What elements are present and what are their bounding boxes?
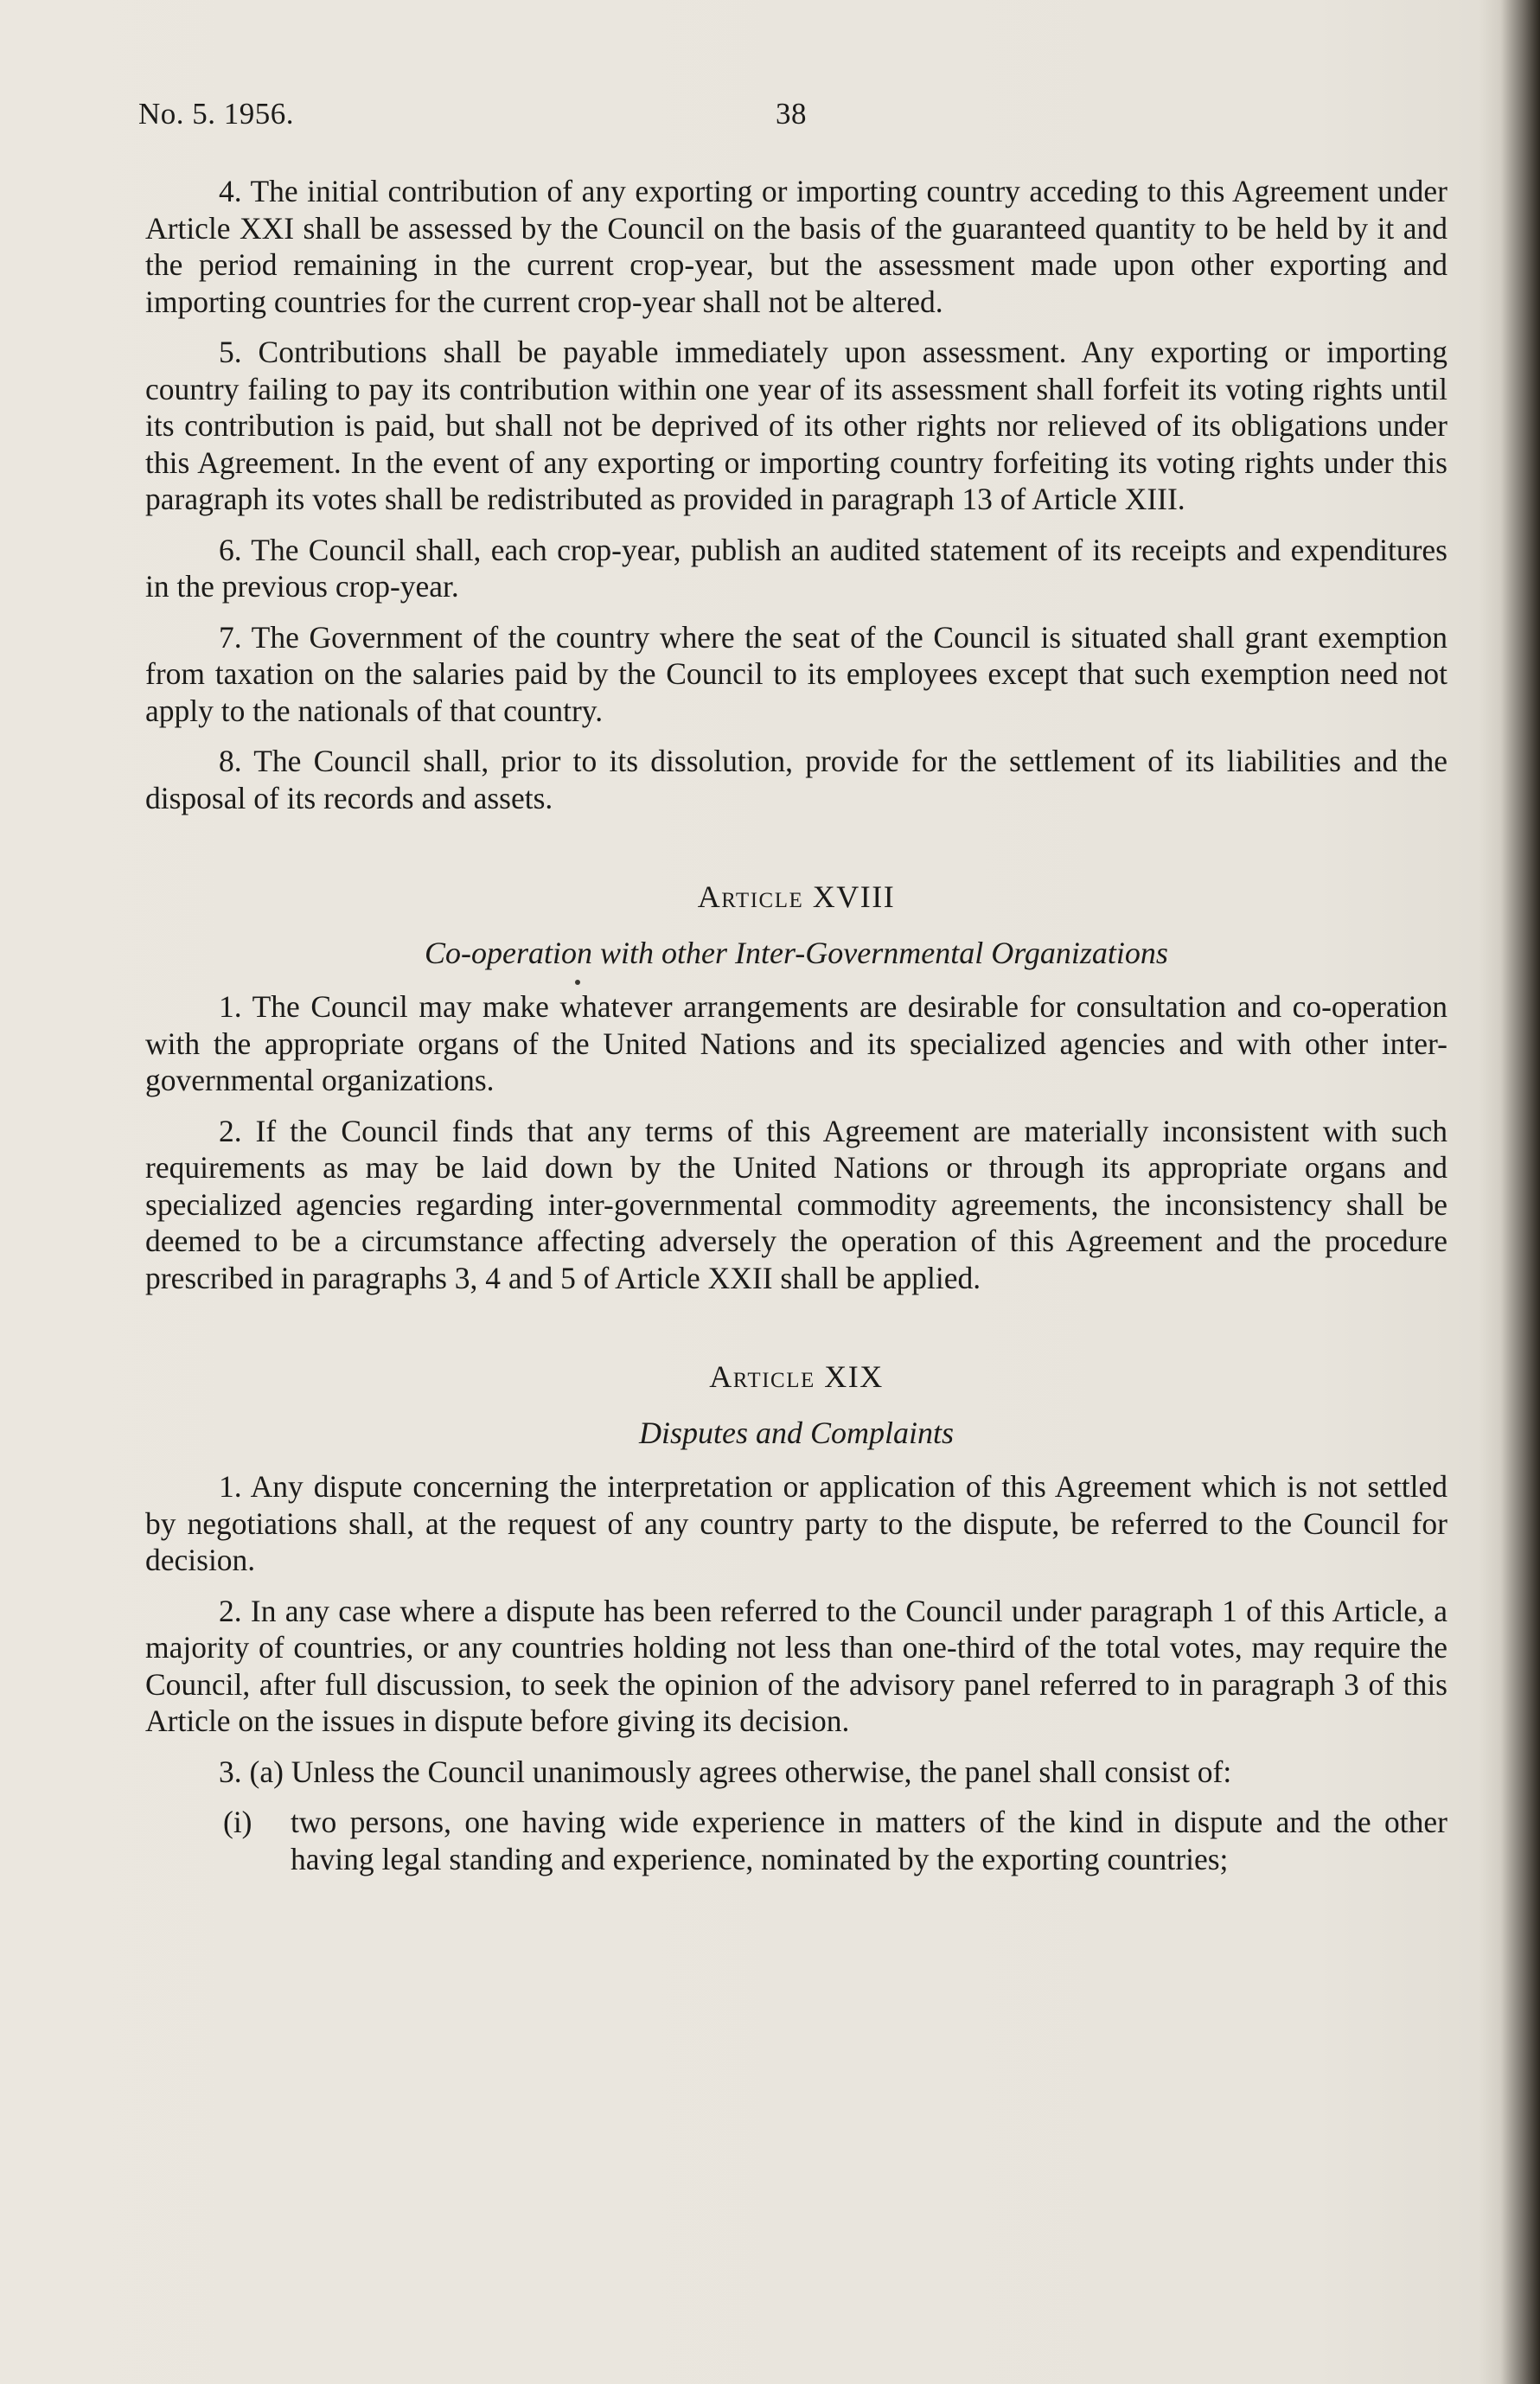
article-19-paragraph-1: 1. Any dispute concerning the interpretation or application of this Agreement which is not settled by negotiations shall, at the request of any country party to the dispute, be referred to the Council for decision. [145,1469,1447,1577]
paragraph-6: 6. The Council shall, each crop-year, publish an audited statement of its receipts and expenditures in the previous crop-year. [145,532,1447,604]
paragraph-7: 7. The Government of the country where the seat of the Council is situated shall grant exemption from taxation on the salaries paid by the Council to its employees except that such exemption need not apply to the nationals of that country. [145,619,1447,728]
article-19-title: Article XIX [709,1359,884,1394]
article-18-subtitle: Co-operation with other Inter-Governmental Organizations [425,935,1168,970]
article-18-paragraph-1: 1. The Council may make whatever arrangements are desirable for consultation and co-operation with the appropriate organs of the United Nations and its specialized agencies and with other inter-governmental organizations. [145,989,1447,1097]
article-19-paragraph-3: 3. (a) Unless the Council unanimously agrees otherwise, the panel shall consist of: [219,1754,1232,1789]
subitem-text: two persons, one having wide experience in matters of the kind in dispute and the other having legal standing and experience, nominated by the exporting countries; [291,1805,1447,1876]
article-18-title: Article XVIII [697,879,896,914]
page-body [145,173,1447,1891]
binding-edge [1479,0,1540,2384]
paragraph-4: 4. The initial contribution of any exporting or importing country acceding to this Agreement under Article XXI shall be assessed by the Council on the basis of the guaranteed quantity to be held by it and the period remaining in the current crop-year, but the assessment made upon other exporting and importing countries for the current crop-year shall not be altered. [145,174,1447,319]
page-header [138,97,1470,140]
subitem-marker: (i) [223,1805,252,1839]
article-18-paragraph-2: 2. If the Council finds that any terms of this Agreement are materially inconsistent with such requirements as may be laid down by the United Nations or through its appropriate organs and specialized agencies regarding inter-governmental commodity agreements, the inconsistency shall be deemed to be a circumstance affecting adversely the operation of this Agreement and the procedure prescribed in paragraphs 3, 4 and 5 of Article XXII shall be applied. [145,1113,1447,1295]
page-number: 38 [776,97,807,131]
paragraph-5: 5. Contributions shall be payable immediately upon assessment. Any exporting or importing country failing to pay its contribution within one year of its assessment shall forfeit its voting rights until its contribution is paid, but shall not be deprived of its other rights nor relieved of its obligations under this Agreement. In the event of any exporting or importing country forfeiting its voting rights under this paragraph its votes shall be redistributed as provided in paragraph 13 of Article XIII. [145,335,1447,516]
paragraph-8: 8. The Council shall, prior to its dissolution, provide for the settlement of its liabilities and the disposal of its records and assets. [145,744,1447,815]
article-19-paragraph-2: 2. In any case where a dispute has been referred to the Council under paragraph 1 of this Article, a majority of countries, or any countries holding not less than one-third of the total votes, may require the Council, after full discussion, to seek the opinion of the advisory panel referred to in paragraph 3 of this Article on the issues in dispute before giving its decision. [145,1593,1447,1738]
article-19-subtitle: Disputes and Complaints [638,1415,955,1450]
document-reference: No. 5. 1956. [138,97,295,131]
article-19-subitem-i [145,1804,1447,1877]
